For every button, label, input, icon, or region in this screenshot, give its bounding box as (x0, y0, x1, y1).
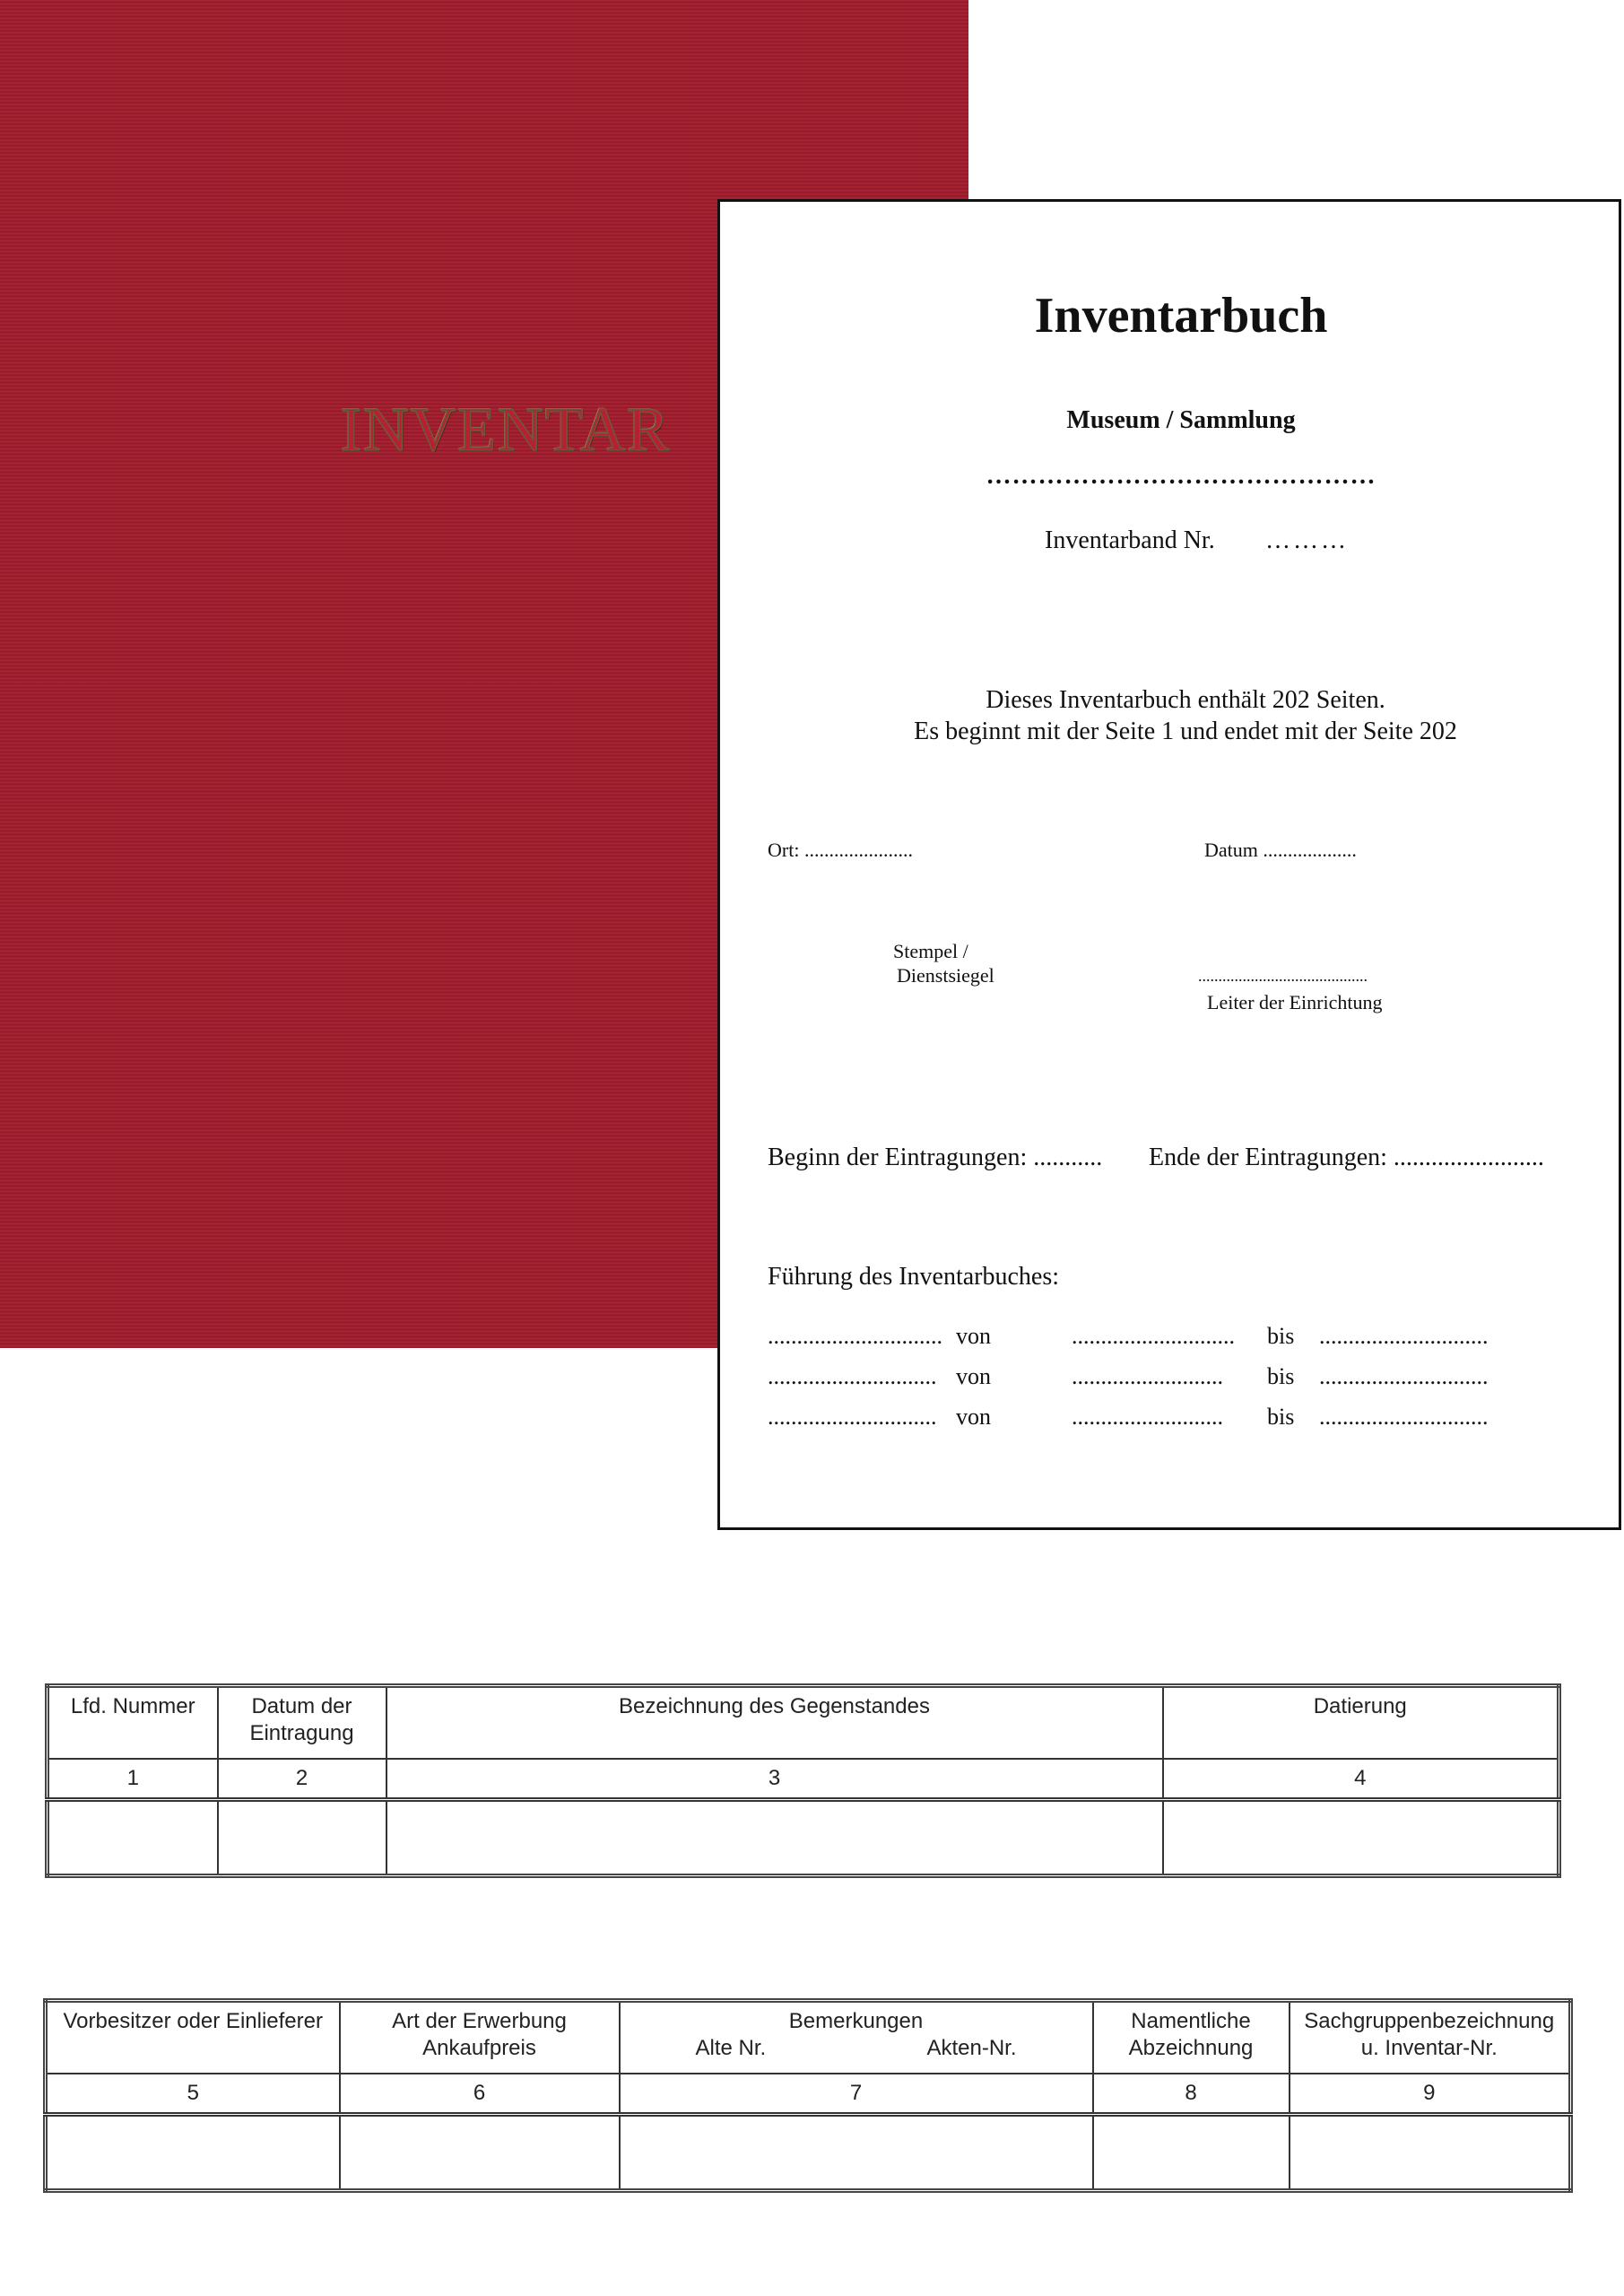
title-page (717, 199, 1621, 1530)
fuehrung-row-1-von: von (956, 1323, 991, 1349)
beginn-field: Beginn der Eintragungen: ........... (768, 1144, 1103, 1171)
table-cell (386, 1800, 1163, 1876)
table-cell (1290, 2115, 1571, 2191)
fuehrung-row-1-name: .............................. (768, 1323, 942, 1349)
table-cell (218, 1800, 386, 1876)
fuehrung-row-3-from: .......................... (1072, 1404, 1223, 1430)
page-title: Inventarbuch (1034, 288, 1328, 344)
header-akten-nr: Akten-Nr. (926, 2036, 1017, 2060)
fuehrung-row-1-to: ............................. (1319, 1323, 1489, 1349)
dienstsiegel-label: Dienstsiegel (897, 964, 994, 987)
fuehrung-row-2-bis: bis (1267, 1363, 1295, 1389)
table-cell (620, 2115, 1093, 2191)
column-number-3: 3 (386, 1759, 1163, 1800)
fuehrung-row-1-from: ............................ (1072, 1323, 1235, 1349)
leiter-dots: .......................................... (1198, 967, 1368, 985)
pages-line-2: Es beginnt mit der Seite 1 und endet mit der Seite 202 (914, 718, 1457, 745)
fuehrung-row-2-to: ............................. (1319, 1363, 1489, 1389)
header-bemerkungen-title: Bemerkungen (788, 2009, 924, 2033)
header-sachgruppe (1290, 2001, 1571, 2074)
header-datum-der-eintragung: Datum der Eintragung (218, 1686, 386, 1760)
fuehrung-row-3-to: ............................. (1319, 1404, 1489, 1430)
header-namentliche: Namentliche (1131, 2009, 1251, 2033)
fuehrung-row-3-name: ............................. (768, 1404, 937, 1430)
header-datierung: Datierung (1163, 1686, 1559, 1760)
column-number-5: 5 (46, 2074, 340, 2115)
ende-field: Ende der Eintragungen: ........................ (1149, 1144, 1544, 1171)
museum-label: Museum / Sammlung (1066, 406, 1296, 434)
cover-title: INVENTAR (341, 396, 672, 465)
table-cell (48, 1800, 218, 1876)
column-number-6: 6 (340, 2074, 620, 2115)
table-cell (340, 2115, 620, 2191)
header-sachgruppenbezeichnung: Sachgruppenbezeichnung (1304, 2009, 1555, 2033)
ledger-table-2 (43, 1998, 1573, 2193)
fuehrung-row-3-bis: bis (1267, 1404, 1295, 1430)
fuehrung-row-2-from: .......................... (1072, 1363, 1223, 1389)
band-dots: ……… (1265, 526, 1349, 554)
museum-dots: ……………………………………… (986, 462, 1376, 490)
header-ankaufpreis: Ankaufpreis (422, 2036, 536, 2060)
pages-line-1: Dieses Inventarbuch enthält 202 Seiten. (986, 686, 1385, 714)
stempel-label: Stempel / (893, 940, 968, 962)
table-cell (1163, 1800, 1559, 1876)
fuehrung-row-1-bis: bis (1267, 1323, 1295, 1349)
table-cell (46, 2115, 340, 2191)
fuehrung-row-2-von: von (956, 1363, 991, 1389)
ort-field: Ort: ...................... (768, 839, 913, 861)
header-bezeichnung: Bezeichnung des Gegenstandes (386, 1686, 1163, 1760)
ledger-table-1 (45, 1683, 1561, 1878)
band-label: Inventarband Nr. (1045, 526, 1215, 554)
column-number-7: 7 (620, 2074, 1093, 2115)
header-inventar-nr: u. Inventar-Nr. (1360, 2036, 1498, 2060)
header-art-der-erwerbung-line1: Art der Erwerbung (392, 2009, 567, 2033)
header-bemerkungen (620, 2001, 1093, 2074)
column-number-8: 8 (1093, 2074, 1290, 2115)
column-number-9: 9 (1290, 2074, 1571, 2115)
column-number-1: 1 (48, 1759, 218, 1800)
header-alte-nr: Alte Nr. (695, 2036, 767, 2060)
fuehrung-row-2-name: ............................. (768, 1363, 937, 1389)
leiter-label: Leiter der Einrichtung (1207, 991, 1383, 1013)
header-abzeichnung: Abzeichnung (1128, 2036, 1254, 2060)
column-number-4: 4 (1163, 1759, 1559, 1800)
table-cell (1093, 2115, 1290, 2191)
header-bemerkungen-sub (624, 2035, 1089, 2062)
fuehrung-label: Führung des Inventarbuches: (768, 1263, 1060, 1291)
column-number-2: 2 (218, 1759, 386, 1800)
fuehrung-row-3-von: von (956, 1404, 991, 1430)
ledger-table-2-clip (39, 1993, 1573, 2296)
header-art-der-erwerbung (340, 2001, 620, 2074)
header-namentliche-abzeichnung (1093, 2001, 1290, 2074)
header-lfd-nummer: Lfd. Nummer (48, 1686, 218, 1760)
header-vorbesitzer: Vorbesitzer oder Einlieferer (46, 2001, 340, 2074)
datum-field: Datum ................... (1204, 839, 1357, 861)
